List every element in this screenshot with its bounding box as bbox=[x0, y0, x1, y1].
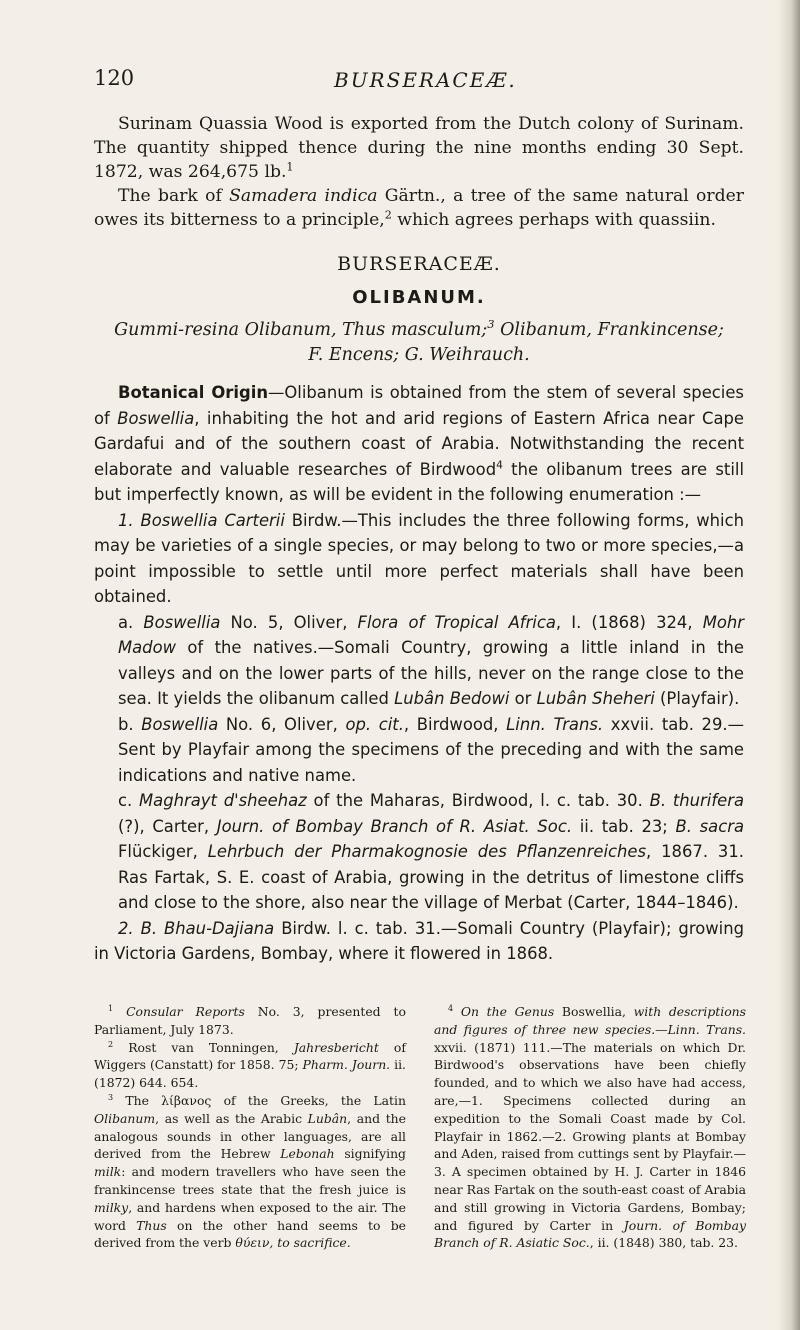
item-c-species: Maghrayt d'sheehaz bbox=[139, 791, 307, 810]
item-a-species: Boswellia bbox=[143, 612, 221, 632]
item-2-species: 2. B. Bhau-Dajiana bbox=[118, 918, 275, 938]
footnote-3-olibanum: Olibanum bbox=[94, 1110, 156, 1126]
footnotes-left-column bbox=[94, 1003, 406, 1252]
synonyms-line-1b: Olibanum, Frankincense; bbox=[494, 320, 724, 340]
footnote-2-text-a: Rost van Tonningen, bbox=[128, 1039, 294, 1055]
item-1 bbox=[94, 508, 744, 610]
footnote-4-subtitle: with descriptions and figures of three new species.—Linn. Trans. bbox=[434, 1004, 746, 1037]
item-b-species: Boswellia bbox=[141, 714, 219, 734]
page-edge-shadow bbox=[778, 0, 800, 1330]
intro-paragraph-2 bbox=[94, 184, 744, 232]
footnote-4-text-a: Boswellia, bbox=[554, 1004, 634, 1019]
item-b-text-3: xxvii. tab. 29.—Sent by Playfair among the specimens of the preceding and with the same indications and native name. bbox=[118, 714, 745, 785]
running-head: BURSERACEÆ. bbox=[334, 68, 517, 92]
footnote-3-text-b: of the Greeks, the Latin bbox=[211, 1092, 406, 1108]
intro-paragraph-1 bbox=[94, 112, 744, 184]
footnote-4-number: 4 bbox=[448, 1003, 454, 1013]
item-b-text-1: No. 6, Oliver, bbox=[218, 714, 346, 734]
synonyms-line-2: F. Encens; G. Weihrauch. bbox=[308, 345, 530, 365]
footnote-3-lebonah: Lebonah bbox=[280, 1146, 335, 1162]
section-title: BURSERACEÆ. bbox=[337, 253, 501, 275]
item-a-flora: Flora of Tropical Africa bbox=[357, 612, 556, 632]
footnote-2-text-c: ii. (1872) 644. 654. bbox=[94, 1057, 406, 1091]
item-c bbox=[94, 788, 744, 916]
origin-text-a: —Olibanum is obtained from the stem of several species of bbox=[94, 383, 744, 428]
footnote-3-text-h: on the other hand seems to be derived from the verb bbox=[94, 1217, 407, 1251]
origin-paragraph bbox=[94, 380, 744, 508]
footnote-3 bbox=[94, 1092, 406, 1252]
footnote-3-greek: λίβανος bbox=[161, 1092, 212, 1108]
footnote-4-text-b: xxvii. (1871) 111.—The materials on which Dr. Birdwood's observations have been chiefly founded, and to which we also have had access, are,—1. Specimens collected during an expedition to the Somali Coast made by Col. Playfair in 1862.—2. Growing plants at Bombay and Aden, raised from cuttings sent by Playfair.—3. A specimen obtained by H. J. Carter in 1846 near Ras Fartak on the south-east coast of Arabia and still growing in Victoria Gardens, Bombay; and figured by Carter in bbox=[434, 1039, 746, 1233]
item-a-text-1: No. 5, Oliver, bbox=[220, 612, 358, 632]
footnote-3-text-a: The bbox=[125, 1092, 162, 1108]
synonyms-line-1: Gummi-resina Olibanum, Thus masculum; bbox=[114, 320, 488, 340]
footnote-4-journal: Journ. of Bombay Branch of R. Asiatic Soc. bbox=[434, 1217, 746, 1251]
footnote-1-text: No. 3, presented to Parliament, July 1873. bbox=[94, 1004, 406, 1037]
item-c-thurifera: B. thurifera bbox=[649, 791, 744, 810]
footnote-3-milk: milk bbox=[94, 1164, 122, 1180]
item-c-journal: Journ. of Bombay Branch of R. Asiat. Soc. bbox=[216, 816, 573, 836]
genus-boswellia: Boswellia bbox=[117, 408, 195, 428]
item-2 bbox=[94, 916, 744, 967]
footnote-ref-2: 2 bbox=[384, 208, 392, 222]
page-number: 120 bbox=[94, 66, 135, 90]
intro-text-2b: Gärtn., a tree of the same natural order owes its bitterness to a principle, bbox=[94, 186, 745, 230]
species-samadera: Samadera indica bbox=[229, 186, 378, 206]
footnote-2-journal: Pharm. Journ. bbox=[302, 1057, 391, 1073]
item-a-text-2: , I. (1868) 324, bbox=[555, 612, 703, 632]
item-1-text: Birdw.—This includes the three following forms, which may be varieties of a single species, or may belong to two or more species,—a point impossible to settle until more perfect materials shall have been obtained. bbox=[94, 510, 744, 606]
item-a-mohr: Mohr Madow bbox=[118, 612, 744, 657]
footnote-2-title: Jahresbericht bbox=[293, 1039, 379, 1055]
intro-text-2a: The bark of bbox=[118, 186, 230, 206]
footnote-ref-1: 1 bbox=[286, 160, 294, 174]
page-header bbox=[94, 66, 714, 96]
item-c-text-5: , 1867. 31. Ras Fartak, S. E. coast of Arabia, growing in the detritus of limestone cliffs and close to the shore, also near the village of Merbat (Carter, 1844–1846). bbox=[118, 842, 744, 912]
subtitle: OLIBANUM. bbox=[352, 287, 486, 308]
footnote-4 bbox=[434, 1003, 746, 1252]
intro-text-2c: which agrees perhaps with quassiin. bbox=[391, 210, 716, 230]
footnote-3-text-g: , and hardens when exposed to the air. The word bbox=[94, 1199, 406, 1233]
footnote-3-text-f: : and modern travellers who have seen the frankincense trees state that the fresh juice is bbox=[94, 1164, 406, 1197]
item-b-text-2: , Birdwood, bbox=[403, 714, 507, 734]
item-a-text-5: (Playfair). bbox=[654, 689, 740, 708]
footnote-3-text-e: signifying bbox=[334, 1146, 406, 1162]
item-c-letter: c. bbox=[118, 791, 133, 810]
item-c-text-1: of the Maharas, Birdwood, l. c. tab. 30. bbox=[306, 791, 650, 810]
item-b-opcit: op. cit. bbox=[345, 714, 404, 734]
footnote-3-sacrifice: θύειν, to sacrifice. bbox=[235, 1235, 351, 1251]
footnote-3-luban: Lubân bbox=[307, 1110, 348, 1126]
item-a-luban-2: Lubân Sheheri bbox=[536, 689, 655, 708]
footnote-ref-4: 4 bbox=[496, 458, 503, 472]
item-1-species: 1. Boswellia Carterii bbox=[118, 510, 285, 530]
footnote-2 bbox=[94, 1039, 406, 1092]
footnote-1-title: Consular Reports bbox=[126, 1004, 245, 1019]
synonyms bbox=[94, 318, 744, 368]
item-c-text-4: Flückiger, bbox=[118, 842, 208, 861]
footnote-2-number: 2 bbox=[108, 1039, 114, 1049]
footnote-3-text-c: , as well as the Arabic bbox=[155, 1110, 308, 1126]
footnote-4-title: On the Genus bbox=[460, 1004, 555, 1019]
item-2-text: Birdw. l. c. tab. 31.—Somali Country (Playfair); growing in Victoria Gardens, Bombay, where it flowered in 1868. bbox=[94, 918, 744, 963]
item-b-letter: b. bbox=[118, 714, 134, 734]
footnote-2-text-b: of Wiggers (Canstatt) for 1858. 75; bbox=[94, 1039, 406, 1073]
footnote-3-text-d: , and the analogous sounds in other languages, are all derived from the Hebrew bbox=[94, 1110, 406, 1162]
footnote-3-thus: Thus bbox=[136, 1217, 167, 1233]
footnote-4-text-c: , ii. (1848) 380, tab. 23. bbox=[589, 1235, 738, 1251]
item-c-text-2: (?), Carter, bbox=[118, 816, 217, 836]
item-a-text-4: or bbox=[509, 689, 537, 708]
footnote-3-milky: milky bbox=[94, 1199, 129, 1215]
item-a-letter: a. bbox=[118, 612, 134, 632]
item-a-text-3: of the natives.—Somali Country, growing a little inland in the valleys and on the lower parts of the hills, never on the range close to the sea. It yields the olibanum called bbox=[118, 638, 744, 708]
footnote-1 bbox=[94, 1003, 406, 1039]
item-b bbox=[94, 712, 744, 789]
item-a bbox=[94, 610, 744, 712]
footnotes-right-column bbox=[434, 1003, 746, 1252]
footnote-3-number: 3 bbox=[108, 1092, 114, 1102]
intro-text-1: Surinam Quassia Wood is exported from the Dutch colony of Surinam. The quantity shipped thence during the nine months ending 30 Sept. 1872, was 264,675 lb. bbox=[94, 114, 744, 182]
item-a-luban-1: Lubân Bedowi bbox=[394, 689, 510, 708]
botanical-origin-section bbox=[94, 380, 744, 967]
origin-label: Botanical Origin bbox=[118, 383, 268, 402]
item-c-text-3: ii. tab. 23; bbox=[572, 816, 676, 836]
footnote-1-number: 1 bbox=[108, 1003, 114, 1013]
origin-text-c: the olibanum trees are still but imperfectly known, as will be evident in the following enumeration :— bbox=[94, 459, 744, 504]
footnote-ref-3: 3 bbox=[487, 317, 495, 332]
main-text bbox=[94, 112, 744, 967]
item-c-sacra: B. sacra bbox=[675, 816, 745, 836]
item-c-lehrbuch: Lehrbuch der Pharmakognosie des Pflanzenreiches bbox=[207, 842, 647, 861]
origin-text-b: , inhabiting the hot and arid regions of Eastern Africa near Cape Gardafui and of the southern coast of Arabia. Notwithstanding the recent elaborate and valuable researches of Birdwood bbox=[94, 408, 745, 479]
item-b-linn: Linn. Trans. bbox=[506, 714, 604, 734]
